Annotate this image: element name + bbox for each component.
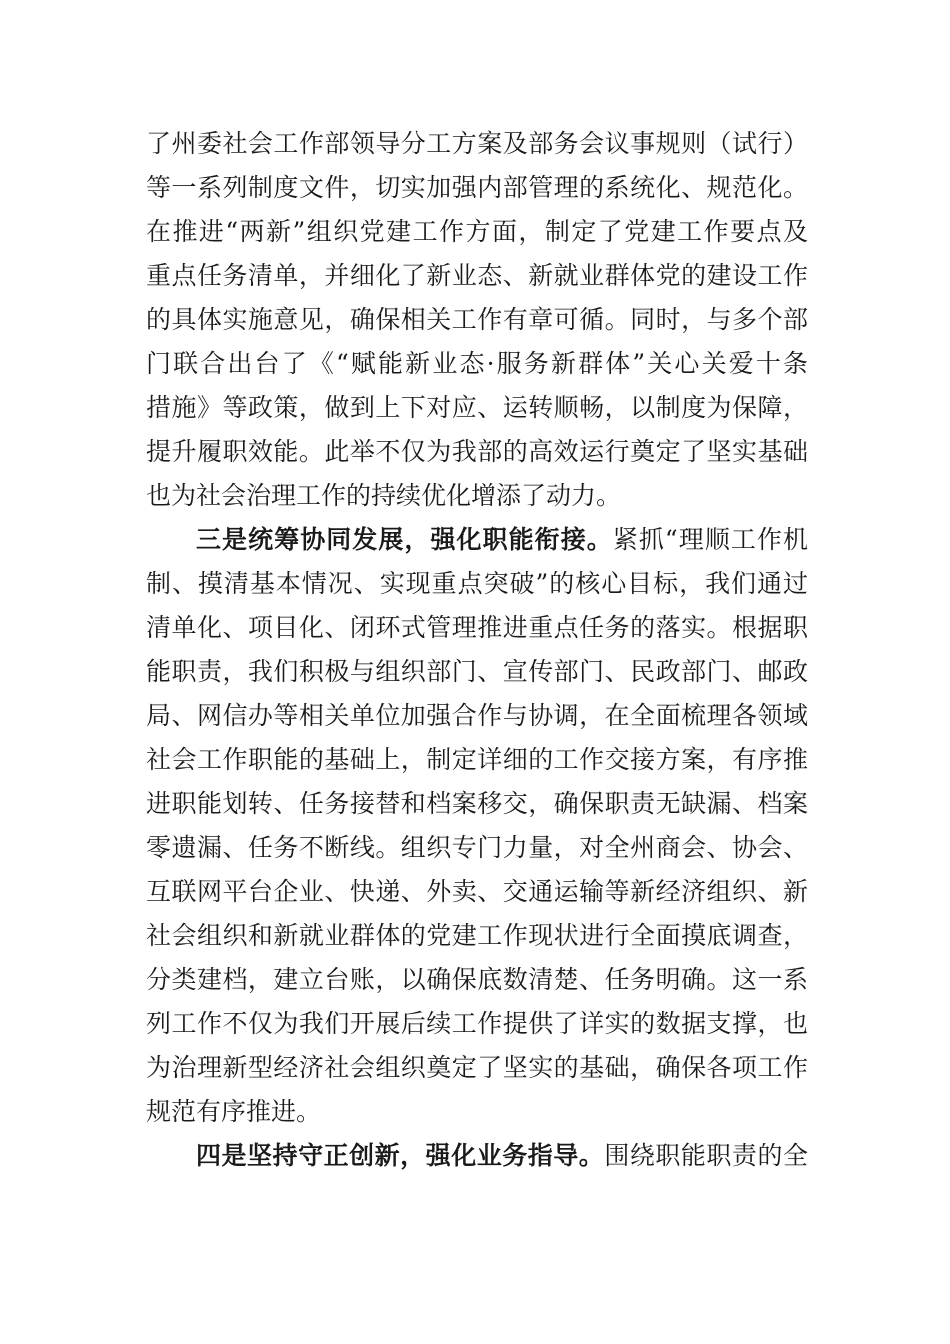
text-line: 提升履职效能。此举不仅为我部的高效运行奠定了坚实基础 <box>146 437 808 466</box>
text-line: 规范有序推进。 <box>146 1097 322 1126</box>
text-line: 措施》等政策，做到上下对应、运转顺畅，以制度为保障， <box>146 393 808 422</box>
text-line: 等一系列制度文件，切实加强内部管理的系统化、规范化。 <box>146 173 808 202</box>
text-line: 的具体实施意见，确保相关工作有章可循。同时，与多个部 <box>146 305 808 334</box>
text-line: 了州委社会工作部领导分工方案及部务会议事规则（试行） <box>146 129 808 158</box>
paragraph-4-first-line <box>146 1134 808 1178</box>
text-line: 门联合出台了《“赋能新业态·服务新群体”关心关爱十条 <box>146 349 808 378</box>
paragraph-3-first-line <box>146 518 808 562</box>
text-line: 零遗漏、任务不断线。组织专门力量，对全州商会、协会、 <box>146 833 808 862</box>
text-line: 进职能划转、任务接替和档案移交，确保职责无缺漏、档案 <box>146 789 808 818</box>
text-line: 能职责，我们积极与组织部门、宣传部门、民政部门、邮政 <box>146 657 808 686</box>
text-line: 为治理新型经济社会组织奠定了坚实的基础，确保各项工作 <box>146 1053 808 1082</box>
paragraph-4-heading: 四是坚持守正创新，强化业务指导。 <box>196 1141 605 1170</box>
text-line: 局、网信办等相关单位加强合作与协调，在全面梳理各领域 <box>146 701 808 730</box>
paragraph-4-text: 围绕职能职责的全 <box>604 1141 808 1170</box>
text-line: 在推进“两新”组织党建工作方面，制定了党建工作要点及 <box>146 217 808 246</box>
text-line: 分类建档，建立台账，以确保底数清楚、任务明确。这一系 <box>146 965 808 994</box>
text-line: 列工作不仅为我们开展后续工作提供了详实的数据支撑，也 <box>146 1009 808 1038</box>
paragraph-3-text: 紧抓“理顺工作机 <box>612 525 808 554</box>
document-body <box>146 122 808 1178</box>
text-line: 社会组织和新就业群体的党建工作现状进行全面摸底调查， <box>146 921 808 950</box>
text-line: 互联网平台企业、快递、外卖、交通运输等新经济组织、新 <box>146 877 808 906</box>
text-line: 制、摸清基本情况、实现重点突破”的核心目标，我们通过 <box>146 569 808 598</box>
paragraph-3-heading: 三是统筹协同发展，强化职能衔接。 <box>196 525 613 554</box>
text-line: 重点任务清单，并细化了新业态、新就业群体党的建设工作 <box>146 261 808 290</box>
text-line: 清单化、项目化、闭环式管理推进重点任务的落实。根据职 <box>146 613 808 642</box>
text-line: 社会工作职能的基础上，制定详细的工作交接方案，有序推 <box>146 745 808 774</box>
text-line: 也为社会治理工作的持续优化增添了动力。 <box>146 481 622 510</box>
